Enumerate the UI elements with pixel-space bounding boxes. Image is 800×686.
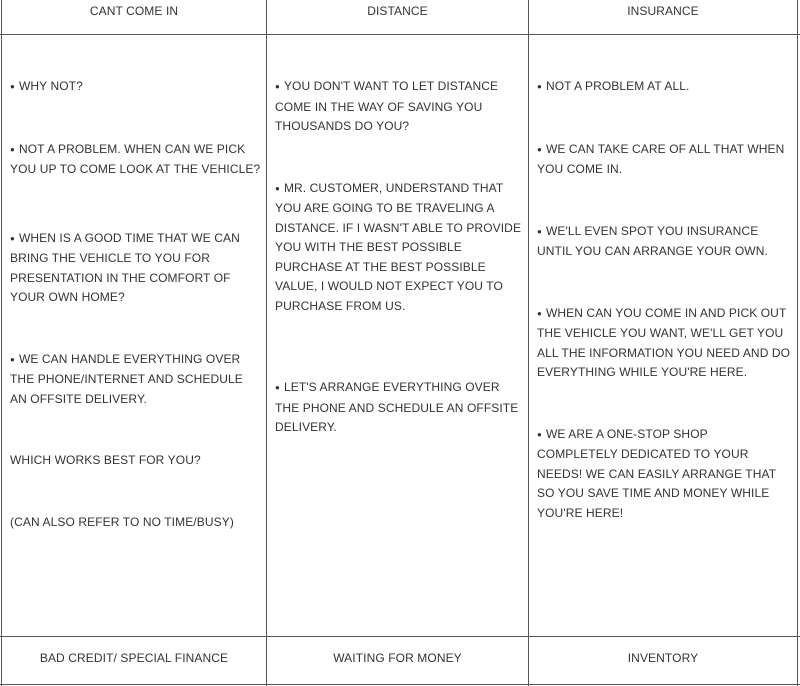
bullet-icon	[10, 142, 19, 156]
list-item: ● WHY NOT?	[10, 77, 262, 98]
bullet-icon	[537, 224, 546, 238]
list-item: ● NOT A PROBLEM AT ALL.	[537, 77, 791, 98]
bullet-icon	[537, 306, 546, 320]
header-insurance: INSURANCE	[627, 4, 699, 18]
list-item: (CAN ALSO REFER TO NO TIME/BUSY)	[10, 514, 234, 529]
list-item: ● NOT A PROBLEM. WHEN CAN WE PICK YOU UP TO COME LOOK AT THE VEHICLE?	[10, 140, 262, 180]
column-divider	[528, 0, 529, 686]
column-divider	[1, 0, 2, 686]
header-bad-credit: BAD CREDIT/ SPECIAL FINANCE	[39, 651, 229, 665]
row-divider	[0, 684, 800, 685]
column-divider	[266, 0, 267, 686]
list-item: ● WE'LL EVEN SPOT YOU INSURANCE UNTIL YOU CAN ARRANGE YOUR OWN.	[537, 222, 791, 262]
header-cant-come-in: CANT COME IN	[89, 4, 179, 18]
list-item: ● WE CAN HANDLE EVERYTHING OVER THE PHONE/INTERNET AND SCHEDULE AN OFFSITE DELIVERY.	[10, 350, 262, 410]
list-item: ● LET'S ARRANGE EVERYTHING OVER THE PHONE AND SCHEDULE AN OFFSITE DELIVERY.	[275, 378, 525, 438]
cell-cant-come-in	[10, 77, 262, 532]
list-item: ● WHEN IS A GOOD TIME THAT WE CAN BRING THE VEHICLE TO YOU FOR PRESENTATION IN THE COMFORT OF YOUR OWN HOME?	[10, 229, 262, 308]
row-divider	[0, 636, 800, 637]
list-item: WHICH WORKS BEST FOR YOU?	[10, 453, 201, 467]
header-waiting-for-money: WAITING FOR MONEY	[333, 651, 462, 665]
cell-distance	[275, 77, 525, 438]
list-item: ● WE ARE A ONE-STOP SHOP COMPLETELY DEDICATED TO YOUR NEEDS! WE CAN EASILY ARRANGE THAT SO YOU SAVE TIME AND MONEY WHILE YOU'RE HERE!	[537, 425, 791, 524]
bullet-icon	[537, 79, 546, 93]
list-item: ● MR. CUSTOMER, UNDERSTAND THAT YOU ARE GOING TO BE TRAVELING A DISTANCE. IF I WASN'T ABLE TO PROVIDE YOU WITH THE BEST POSSIBLE PURCHASE AT THE BEST POSSIBLE VALUE, I WOULD NOT EXPECT YOU TO PURCHASE FROM US.	[275, 179, 525, 317]
list-item: ● WE CAN TAKE CARE OF ALL THAT WHEN YOU COME IN.	[537, 140, 791, 180]
bullet-icon	[275, 181, 284, 195]
bullet-icon	[275, 79, 284, 93]
list-item: ● YOU DON'T WANT TO LET DISTANCE COME IN THE WAY OF SAVING YOU THOUSANDS DO YOU?	[275, 77, 525, 137]
header-distance: DISTANCE	[367, 4, 428, 18]
bullet-icon	[10, 231, 19, 245]
bullet-icon	[10, 79, 19, 93]
list-item: ● WHEN CAN YOU COME IN AND PICK OUT THE VEHICLE YOU WANT, WE'LL GET YOU ALL THE INFORMATION YOU NEED AND DO EVERYTHING WHILE YOU'RE HERE.	[537, 304, 791, 383]
bullet-icon	[10, 352, 19, 366]
header-inventory: INVENTORY	[627, 651, 699, 665]
row-divider	[0, 34, 800, 35]
cell-insurance	[537, 77, 791, 523]
bullet-icon	[275, 380, 284, 394]
column-divider	[797, 0, 798, 686]
bullet-icon	[537, 142, 546, 156]
bullet-icon	[537, 427, 546, 441]
